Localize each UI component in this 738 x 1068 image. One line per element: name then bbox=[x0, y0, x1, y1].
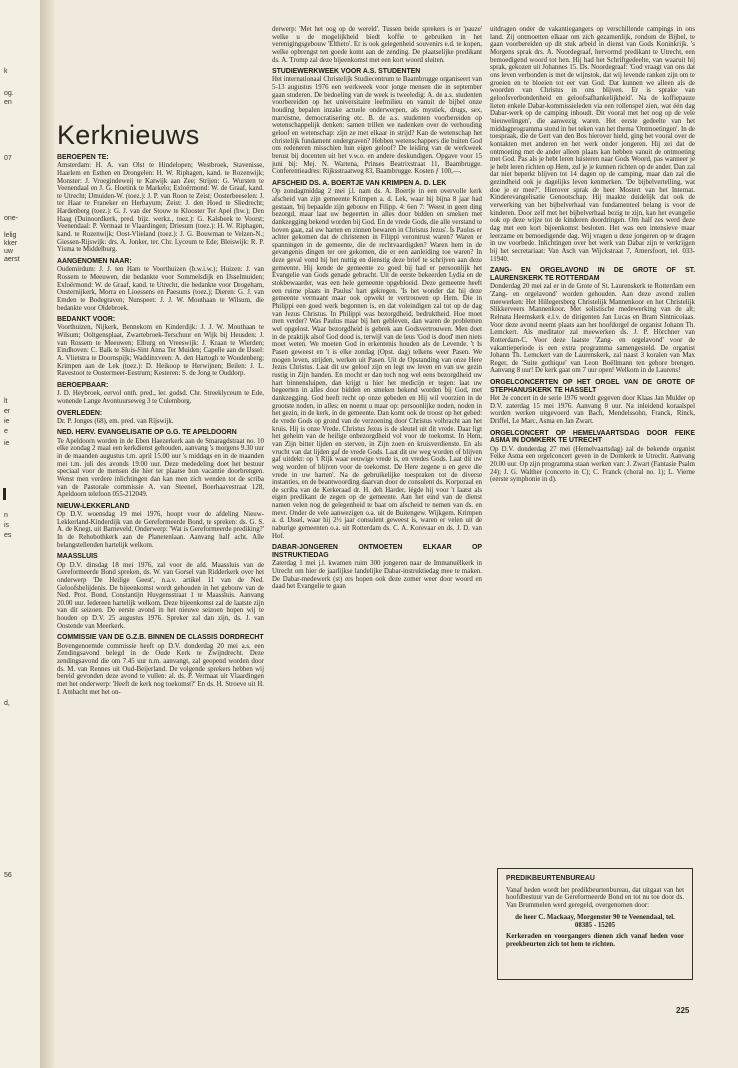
article bbox=[57, 553, 264, 630]
strip-fragment: lelig bbox=[4, 232, 17, 239]
article bbox=[490, 267, 695, 375]
article-body: Het 2e concert in de serie 1976 wordt gegeven door Klaas Jan Mulder op D.V. zaterdag 15 mei 1976. Aanvang 8 uur. Na inleidend koraalspel worden werken uitgevoerd van Bach, Mendelssohn, Franck, Rinck, Driffel, Le Marc, Asma en Jan Zwart. bbox=[490, 395, 695, 425]
notice-outro: Kerkeraden en voorgangers dienen zich vanaf heden voor preekbeurten zich tot hem te richten. bbox=[506, 933, 684, 948]
column-3 bbox=[490, 26, 695, 861]
column-3-articles bbox=[490, 26, 695, 484]
article-heading: BEDANKT VOOR: bbox=[57, 316, 116, 324]
article bbox=[57, 382, 264, 406]
strip-fragment: one- bbox=[4, 215, 19, 222]
article-body: Het internationaal Christelijk Studiecentrum te Baambrugge organiseert van 5-13 augustus 1976 een werkweek voor jonge mensen die in september gaan studeren. De bedoeling van de week is tweeledig: A. de a.s. studenten voorbereiden op het universitaire leefmilieu en vanuit de bijbel onze houding bepalen inzake actuele onderwerpen, als mystiek, drugs, sex, marxisme, democratisering etc. B. de a.s. studenten voorbereiden op wetenschappelijk denken: samen trillen we nadenken over de verhouding geloof en wetenschap: zijn ze met elkaar in strijd? Kan de wetenschap het christelijk fundament ondergraven? Hebben wetenschappers die buiten God om redeneren misschien hun eigen geloof? De leiding van de werkweek berust bij docenten uit het v.w.o. en andere deskundigen. Opgave voor 15 juni bij: Mej. N. Wartena, Prinses Beatrixstraat 11, Baambrugge. Conferentieadres: Rijksstraatweg 83, Baambrugge. Kosten ƒ 100,—. bbox=[272, 76, 482, 176]
article-body: J. D. Heybroek, eervol onth. pred., ler. godsd. Chr. Streeklyceum te Ede, wonende Lange Avontuurseweg 3 te Culemborg. bbox=[57, 390, 264, 405]
article-heading: STUDIEWERKWEEK VOOR A.S. STUDENTEN bbox=[272, 68, 421, 76]
article-body: Donderdag 20 mei zal er in de Grote of St. Laurenskerk te Rotterdam een 'Zang- en orgelavond' worden gehouden. Aan deze avond zullen meewerken: Het Hillegersberg Christelijk Mannenkoor en het Christelijk Slikkerveers Mannenkoor. Met solistische medewerking van de alt; Relnata Heemskerk e.l.v. de dirigenten Jan Lucas en Bram Sintnicolaas. Voor deze avond neemt plaats aan het hoofdorgel de organist Johann Th. Lemckert. Als meditator zal meewerken ds. J. P. Hörchner van Rotterdam-C. Voor deze laatste 'Zang- en orgelavond' voor de vakantieperiode is een extra programma samengesteld. De organist Johann Th. Lemckert van de Laurenskerk, zal naast 3 koralen van Max Reger, de 'Suite gothique' van Leon Boëllmann ten gehore brengen. Aanvang 8 uur! De kerk gaat om 7 uur open! Welkom in de Laurens! bbox=[490, 283, 695, 375]
article-body: derwerp: 'Met het oog op de wereld'. Tussen beide sprekers is er 'pauze' welke u de mogelijkheid biedt koffie te gebruiken in het verenigingsgebouw 'Eltheto'. Er is ook gelegenheid souvenirs e.d. te kopen, welke opbrengst ten goede komt aan de zending. De plaatselijke predikant ds. A. Tromp zal deze bijeenkomst met een kort woord sluiten. bbox=[272, 26, 482, 64]
strip-fragment: en bbox=[4, 99, 12, 106]
article bbox=[490, 26, 695, 263]
article-body: Dr. P. Jonges (68), em. pred. van Rijswijk. bbox=[57, 417, 174, 425]
strip-fragment: lt bbox=[4, 398, 8, 405]
article-body: Amsterdam: H. A. van Olst te Hindelopen; Westbroek, Stavenisse, Haarlem en Esthen en Drongelen: H. W. Riphagen, kand. te Rozenwijk; Monster: J. Vroegindeweij te Katwijk aan Zee; Strijen: G. Wursten te Veenendaal en J. G. Hoetink te Markelo; Exloërmond: W. de Graaf, kand. te Utrecht; IJmuiden-W. (toez.): J. P. van Roon te Zeist; Oosterbeeselen: J. ter Haar te Franeker en Herbayum; Zeist: J. den Hoed te Sliedrecht; Hardenberg (toez.): G. J. van der Stouw te Klooster Ter Apel (hw.); Den Haag (Duinoordkerk, pred. bijz. werkz., toez.): G. Kalsbeek te Voorst; Veenendaal: P. Vermaat te Vlaardingen; Driesum (toez.): H. W. Riphagen, kand. te Rozenwijk; Oost-Vlieland (toez.): J. G. Bouwman te Velzen-N.; Giessen-Rijswijk: drs. A. Jonker, ter. Chr. Lyceum te Ede; Bleiswijk: R. P. Yisma te Middelburg. bbox=[57, 162, 264, 254]
article-heading: NED. HERV. EVANGELISATIE OP G.G. TE APELDOORN bbox=[57, 429, 237, 437]
article-body: Op D.V. dinsdag 18 mei 1976, zal voor de afd. Maassluis van de Gereformeerde Bond spreken, ds. W. van Gorsel van Ridderkerk over het onderwerp 'De Heilige Geest', n.a.v. artikel 11 van de Ned. Geloofsbelijdenis. De bijeenkomst wordt gehouden in het gebouw van de Ned. Prot. Bond, Constantijn Huygensstraat 1 te Maassluis. Aanvang 20.00 uur. Iedereen hartelijk welkom. Deze bijeenkomst zal de laatste zijn van dit seizoen. De eerste avond in het nieuwe seizoen hopen wij te houden op D.V. 25 augustus 1976. Spreker zal dan zijn, ds. J. van Oostende van Meerkerk. bbox=[57, 561, 264, 630]
adjacent-page-strip bbox=[0, 0, 41, 1068]
article-heading: ORGELCONCERTEN OP HET ORGEL VAN DE GROTE OF STEPHANUSKERK TE HASSELT bbox=[490, 379, 695, 394]
article-heading: MAASSLUIS bbox=[57, 553, 98, 561]
page-gutter bbox=[40, 0, 54, 1068]
article bbox=[57, 154, 264, 254]
article bbox=[490, 379, 695, 426]
article-body: Op zondagmiddag 2 mei j.l. nam ds. A. Boertje in een overvolle kerk afscheid van zijn gemeente Krimpen a. d. Lek, waar hij bijna 8 jaar had gestaan, 'bij bepaalde zijn gebouw en Filipp. 4: 6en 7: 'Weest in geen ding bezorgd, maar laat uw begeerten in alles door bidden en smeken met dankzegging bekend worden bij God. En de vrede Gods, die alle verstand te boven gaat, zal uw harten en zinnen bewaren in Christus Jezus'. Ís Paulus er achter gekomen dat de christenen in Filippi verontrust waren? Waren er spanningen in de gemeente, die de rechtvaardigden? Waren hem in de gevangenis dingen ter ore gekomen, die er een aanleiding toe waren? In deze geval vond hij het nuttig en dienstig deze brief te schrijven aan deze gemeente. Hij kende de gemeente zo goed bij had er persoonlijk het Evangelie van Gods genade gebracht. Uit de eerste bekeerden Lydia en de stokbewaarder, was een hele gemeente opgebloeid. Deze gemeente heeft een ruime plaats in Paulus' hart gekregen. 'Is het wonder dat hij deze gemeente vermaant maar ook opwekt te vertrouwen op Hem. Die in Philippi een goed werk begonnen is, en dat voleindigen zal tot op de dag van Jezus Christus. In Philippi was bezorgdheid, bedruktheid. Hoe moet men verder? Was Paulus maar bij hen gebleven, dan waren de problemen wel opgelost. Waar bezorgdheid is gebrek aan Godsvertrouwen. Men doet in de praktijk alsof God dood is, terwijl van de leus 'God is dood' men niets moet weten. We moeten God in erkentenis houden als de Levende. 't Is Pasen geweest en 't is elke zondag (Opst. dag) telkens weer Pasen. We mogen leven, strijden, werken uit Pasen. Uit de Opstanding van onze Here Jezus Christus. Laat dit uw geloof zijn en legt uw leven en van uw gezin rustig in Zijn handen. En mocht er dan toch nog wel eens bezorgdheid uw hart binnensluipen, dan krijgt u hier het medicijn er tegen: laat uw begeerten in alles door bidden en smeken bekend worden bij God, met dankzegging. God heeft recht op onze gebeden en Hij wil voorzien in de grootste noden, in alles: en noemt u maar op: persoonlijke noden, noden in het gezin, in de kerk, in de gemeente. Dan komt ook de troost op het gebed: de vrede Gods op grond van de verzoening door Christus volbracht aan het kruis. Hij is onze Vrede. Christus Jezus is de sleutel uit dit vrede. Daar ligt het geheim van de heilige onbezorgdheid vol voor de toekomst. In Hem, van Zijn bitter lijden en sterven, in Zijn zoen en kruisverdienste. En als vrucht van dat lijden gaf de vrede Gods. Laat dit uw weg worden of blijven gaf uitdekt: op 't Rijk waar eeuwige vrede is, en vredes Gods. Laat dit uw weg worden of blijven voor de toekomst. De Here zegene u en geve die vrede in uw harten'. Na de gebruikelijke toespraken tot de diverse instanties, en de beantwoording daarvan door de consulent ds. Korporaal en de scriba van de Kerkeraad dr. H. deh Harder, légde hij voor 't laatst als eigen predikant de zegen op de gemeente. Aan het eind van de dienst namen velen nog de gelegenheid te baat om afscheid te nemen van ds. en mevr. Onder de vele aanwezigen o.a. uit de Buitengew. Wijkgem. Krimpen a. d. IJssel, waar hij 2½ jaar consulent geweest is, waren er velen uit de naburige gemeenten o.a. uit Rotterdam ds. C. A. Korevaar en ds. J. D. van Hof. bbox=[272, 188, 482, 540]
article bbox=[490, 430, 695, 484]
column-1-articles bbox=[57, 154, 264, 696]
article-heading: BEROEPBAAR: bbox=[57, 382, 109, 390]
strip-fragment: er bbox=[4, 408, 11, 415]
article-heading: ORGELCONCERT OP HEMELVAARTSDAG DOOR FEIKE ASMA IN DOMKERK TE UTRECHT bbox=[490, 429, 695, 445]
article-body: Zaterdag 1 mei j.l. kwamen ruim 300 jongeren naar de Immanuëlkerk in Utrecht om hier de jaarlijkse landelijke Dabar-instruktiedag mee te maken. De Dabar-medewerk (st) ers hopen ook deze zomer weer door woord en daad het Evangelie te gaan bbox=[272, 560, 482, 591]
page-title: Kerknieuws bbox=[57, 120, 200, 150]
strip-mark bbox=[3, 488, 6, 500]
article-body: Op D.V. woensdag 19 mei 1976, hoopt voor de afdeling Nieuw-Lekkerland-Kinderdijk van de Gereformeerde Bond, te spreken: ds. G. S. A. de Knegt, uit Barneveld. Onderwerp: 'Wat is Gereformeerde prediking?' In de Rehobothkerk aan de Planetenlaan. Aanvang half acht. Alle belangstellenden hartelijk welkom. bbox=[57, 511, 264, 549]
article-body: Op D.V. donderdag 27 mei (Hemelvaartsdag) zal de bekende organist Feike Asma een orgelconcert geven in de Domkerk te Utrecht. Aanvang 20.00 uur. Op zijn programma staan werken van: J. Zwart (Fantasie Psalm 24); J. G. Walther (concerto in C); C. Franck (choral no. 1); L. Vierne (eerste symphonie in d). bbox=[490, 445, 695, 484]
article-body: Oudemirdum: J. J. ten Ham te Voorthuizen (b.w.i.w.); Huizen: J. van Rossem te Meeuwen, die bedankte voor Sommelsdijk en IJsselmuiden; Exloërmond: W. de Graaf, kand. te Utrecht, die bedankte voor Drogeham, Oosternijkerk, Morra en Lioessens en Paesums (toez.); Dieren: G. J. van Emden te Bodegraven; Nunspeet: J. J. W. Mouthaan te Wilsum, die bedankte voor Oldebroek. bbox=[57, 266, 264, 312]
article-heading: OVERLEDEN: bbox=[57, 409, 103, 417]
notice-title: PREDIKBEURTENBUREAU bbox=[506, 875, 595, 882]
predikbeurtenbureau-notice bbox=[497, 868, 693, 980]
article bbox=[272, 180, 482, 540]
article-body: Te Apeldoorn worden in de Eben Haezerkerk aan de Smaragdstraat no. 10 elke zondag 2 maal een kerkdienst gehouden, aanvang 's morgens 9.30 uur in de maanden augustus t.m. april 15.00 uur 's middags en in de maanden mei t.m. juli des avonds 19.00 uur. Deze mededeling doet het bestuur speciaal voor de mensen die hier ter plaatse hun vacantie doorbrengen. Wenst men verdere inlichtingen dan kan men zich wenden tot de scriba van de Pastorale commissie A. van Steenel, Boerhaavestraat 128, Apeldoorn telefoon 055-212049. bbox=[57, 437, 264, 499]
notice-intro: Vanaf heden wordt het predikbeurtenbureau, dat uitgaat van het hoofdbestuur van de Gereformeerde Bond en tot nu toe door ds. Van Brummelen werd geregeld, overgenomen door: bbox=[506, 886, 684, 910]
article-heading: NIEUW-LEKKERLAND bbox=[57, 502, 130, 510]
article-body: uitdragen onder de vakantiegangers op verschillende campings in ons land. Zij ontmoetten elkaar om zich gezamenlijk, rondom de Bijbel, te gaan voorbereiden op dit stuk arbeid in dienst van Gods Koninkrijk. 's Morgens sprak drs. A. Noordegraaf, hervormd predikant te Utrecht, een bemoedigend woord tot hen. Hij had het Schriftgedeelte, van waaruit hij sprak, gekozen uit Johannes 15. Ds. Noordegraaf: 'God vraagt van ons dat ons leven verbonden is met de wijnstok, dat wij levende ranken zijn om te groeien en te bloeien tot eer van God. Dat kunnen we alleen als de woorden van Christus in ons blijven. Er is sprake van geloofsverbondenheid en geloofsafhankelijkheid'. Na de koffiepauze lieten enkele Dabar-kommissieleden via een rollenspel zien, wat één dag Dabar-werk op de camping inhoudt. Dit vooral met het oog op de vele 'nieuwelingen', die aanwezig waren. Het eerste gedeelte van het middagprogramma stond in het teken van het thema 'Ontmoetingen'. In de toespraak, die de Gert van den Bos hierover hield, ging het vooral over de kontakten met anderen en het werk onder jongeren. Hij zei dat de ontmoeting met de ander alleen plaats kan hebben vanuit de ontmoeting met God. Pas als je hebt leren luisteren naar Gods Woord, pas wanneer je je hebt leren richten op Hem, zul je je kunnen richten op de ander. Dan zal dat niet beperkt blijven tot 14 dagen op de camping, maar dan zal die gezindheid ook je dagelijks leven kenmerken. 'De bijbelvertelling, wat doe je er mee?'. Hierover sprak de heer Mostert van het Internat. Kinderevangelisatie Genootschap. Hij maakte duidelijk dat ook de verwerking van het bijbelverhaal van fundamenteel belang is voor de kinderen. Door zelf met het bijbelverhaal bezig te zijn, kan het evangelie ook op deze wijze tot de kinderen doordringen. Om half zes werd deze dag met een kort bijeenkomst besloten. Het was een intensieve maar leerzame en bemoedigende dag. Wij vragen u deze jongeren op te dragen in uw voorbede. Inlichtingen over het werk van Dabar zijn te verkrijgen bij het secretariaat: Van Asch van Wijckstraat 7, Amersfoort, tel. 033-11940. bbox=[490, 26, 695, 263]
column-1 bbox=[57, 120, 264, 990]
strip-fragment: is bbox=[4, 522, 10, 529]
column-2-articles bbox=[272, 26, 482, 591]
strip-fragment: og. bbox=[4, 90, 14, 97]
article-heading: AANGENOMEN NAAR: bbox=[57, 258, 132, 266]
article-heading: DABAR-JONGEREN ONTMOETEN ELKAAR OP INSTRUKTIEDAG bbox=[272, 544, 482, 560]
article bbox=[57, 316, 264, 378]
strip-fragment: 56 bbox=[4, 872, 12, 879]
article bbox=[272, 544, 482, 591]
strip-fragment: uw bbox=[4, 248, 13, 255]
article-heading: AFSCHEID DS. A. BOERTJE VAN KRIMPEN A. D. LEK bbox=[272, 180, 447, 188]
article bbox=[272, 68, 482, 176]
column-2 bbox=[272, 26, 482, 990]
page-number: 225 bbox=[676, 1006, 690, 1015]
article-body: Bovengenoemde commissie heeft op D.V. donderdag 20 mei a.s. een Zendingsavond belegd in de Oude Kerk te Zwijndrecht. Deze zendingsavond die om 7.45 uur n.m. aanvangt, zal geopend worden door ds. M. van Rennes uit Oud-Beijerland. De volgende sprekers hebben wij bereid gevonden deze avond te vullen: al. ds. P. Vermaat uit Vlaardingen met het onderwerp: 'Heeft de kerk nog toekomst?' En ds. H. Stroeve uit H. I. Ambacht met het on- bbox=[57, 642, 264, 696]
strip-fragment: kker bbox=[4, 240, 18, 247]
article bbox=[57, 503, 264, 549]
strip-fragment: ie bbox=[4, 440, 10, 447]
article-body: Voorthuizen, Nijkerk, Bennekom en Kinderdijk: J. J. W. Mouthaan te Wilsum; Ooltgensplaat, Zwartebroek-Terschuur en Wijk bij Heusden: J. van Rossem te Meeuwen; Elburg en Vreeswijk: J. Kraan te Wierden; Eindhoven: C. Balk te Sluis-Sint Anna Ter Muiden; Capelle aan de IJssel: A. Vlietstra te Doornspijk; Waddinxveen: A. den Hartogh te Woudenberg; Krimpen aan de Lek (toez.): D. Heikoop te Herwijnen; Beilen: J. L. Ravestoot te Oostermeer-Eestrum; Kesteren: S. de Jong te Ouddorp. bbox=[57, 324, 264, 378]
strip-fragment: n bbox=[4, 512, 8, 519]
article bbox=[57, 410, 264, 426]
strip-fragment: es bbox=[4, 532, 12, 539]
strip-fragment: e bbox=[4, 428, 8, 435]
article-heading: COMMISSIE VAN DE G.Z.B. BINNEN DE CLASSIS DORDRECHT bbox=[57, 634, 264, 642]
strip-fragment: k bbox=[4, 68, 8, 75]
strip-fragment: d, bbox=[4, 700, 10, 707]
article bbox=[57, 258, 264, 312]
strip-fragment: aerst bbox=[4, 256, 20, 263]
article bbox=[272, 26, 482, 64]
notice-address: de heer C. Mackaay, Morgenster 90 te Veenendaal, tel. 08385 - 15205 bbox=[515, 913, 675, 929]
strip-fragment: ie bbox=[4, 418, 10, 425]
strip-fragment: 07 bbox=[4, 155, 12, 162]
article bbox=[57, 634, 264, 696]
article bbox=[57, 429, 264, 498]
article-heading: BEROEPEN TE: bbox=[57, 154, 109, 161]
article-heading: ZANG- EN ORGELAVOND IN DE GROTE OF ST. LAURENSKERK TE ROTTERDAM bbox=[490, 267, 695, 283]
